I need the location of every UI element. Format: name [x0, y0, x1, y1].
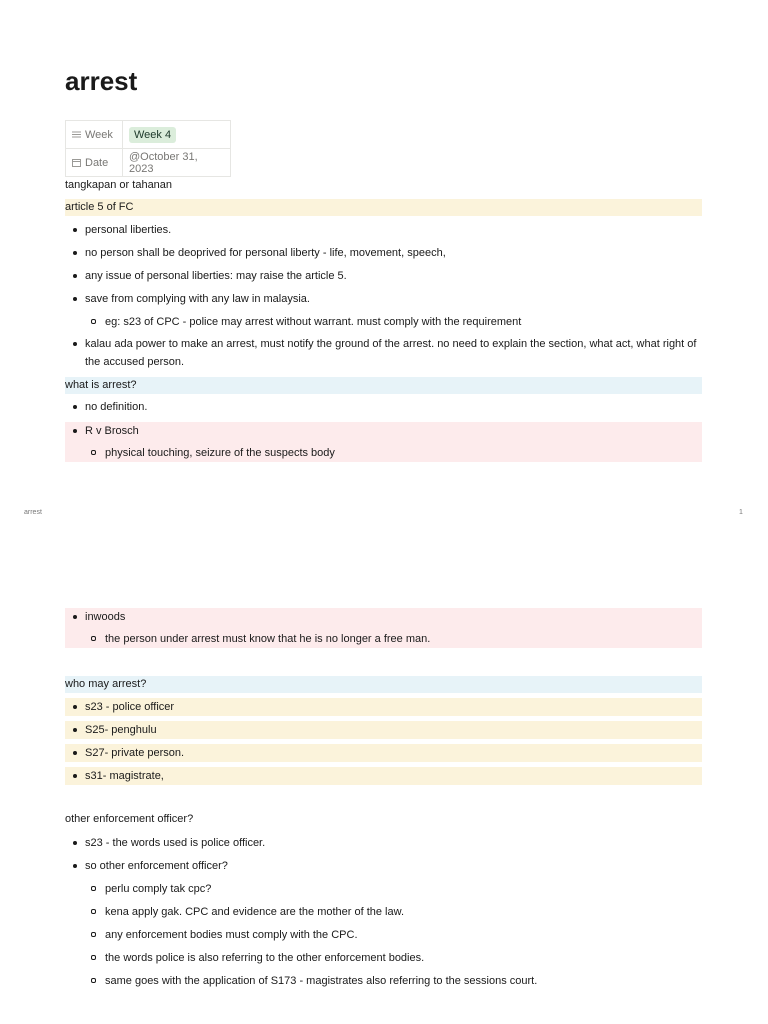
list-item: the person under arrest must know that he is no longer a free man. — [65, 630, 702, 648]
list-item: any issue of personal liberties: may raise the article 5. — [65, 267, 702, 285]
list-item: no person shall be deoprived for personal liberty - life, movement, speech, — [65, 244, 702, 262]
list-item: eg: s23 of CPC - police may arrest without warrant. must comply with the requirement — [65, 313, 702, 331]
property-value[interactable]: @October 31, 2023 — [123, 149, 231, 177]
property-label: Date — [66, 149, 123, 177]
intro-text: tangkapan or tahanan — [65, 179, 173, 191]
list-item: S25- penghulu — [65, 721, 702, 739]
list-item: inwoods — [85, 611, 126, 623]
list-item: perlu comply tak cpc? — [65, 880, 702, 898]
section-heading: who may arrest? — [65, 676, 702, 693]
property-row-date — [66, 149, 231, 177]
list-item: s23 - the words used is police officer. — [65, 834, 702, 852]
list-item: no definition. — [65, 398, 702, 416]
list-item: save from complying with any law in malaysia. — [65, 290, 702, 308]
list-item: S27- private person. — [65, 744, 702, 762]
list-item: so other enforcement officer? — [65, 857, 702, 875]
week-tag[interactable]: Week 4 — [129, 127, 176, 143]
page-title: arrest — [65, 66, 138, 96]
footer-title: arrest — [24, 509, 42, 516]
list-item: physical touching, seizure of the suspects body — [65, 444, 702, 462]
list-item: s23 - police officer — [65, 698, 702, 716]
list-icon — [72, 130, 81, 139]
section-heading: article 5 of FC — [65, 199, 702, 216]
list-item: same goes with the application of S173 - magistrates also referring to the sessions court. — [65, 972, 702, 990]
calendar-icon — [72, 158, 81, 167]
property-row-week — [66, 121, 231, 149]
list-item: any enforcement bodies must comply with the CPC. — [65, 926, 702, 944]
section-heading: other enforcement officer? — [65, 813, 194, 825]
property-label: Week — [66, 121, 123, 149]
list-item: kena apply gak. CPC and evidence are the mother of the law. — [65, 903, 702, 921]
list-item: personal liberties. — [65, 221, 702, 239]
list-item: R v Brosch — [85, 425, 139, 437]
list-item: the words police is also referring to the other enforcement bodies. — [65, 949, 702, 967]
property-value[interactable] — [123, 121, 231, 149]
list-item: kalau ada power to make an arrest, must notify the ground of the arrest. no need to explain the section, what act, what right of the accused person. — [65, 335, 702, 371]
list-item: s31- magistrate, — [65, 767, 702, 785]
properties-table — [65, 120, 231, 177]
page-number: 1 — [739, 509, 743, 516]
section-heading: what is arrest? — [65, 377, 702, 394]
